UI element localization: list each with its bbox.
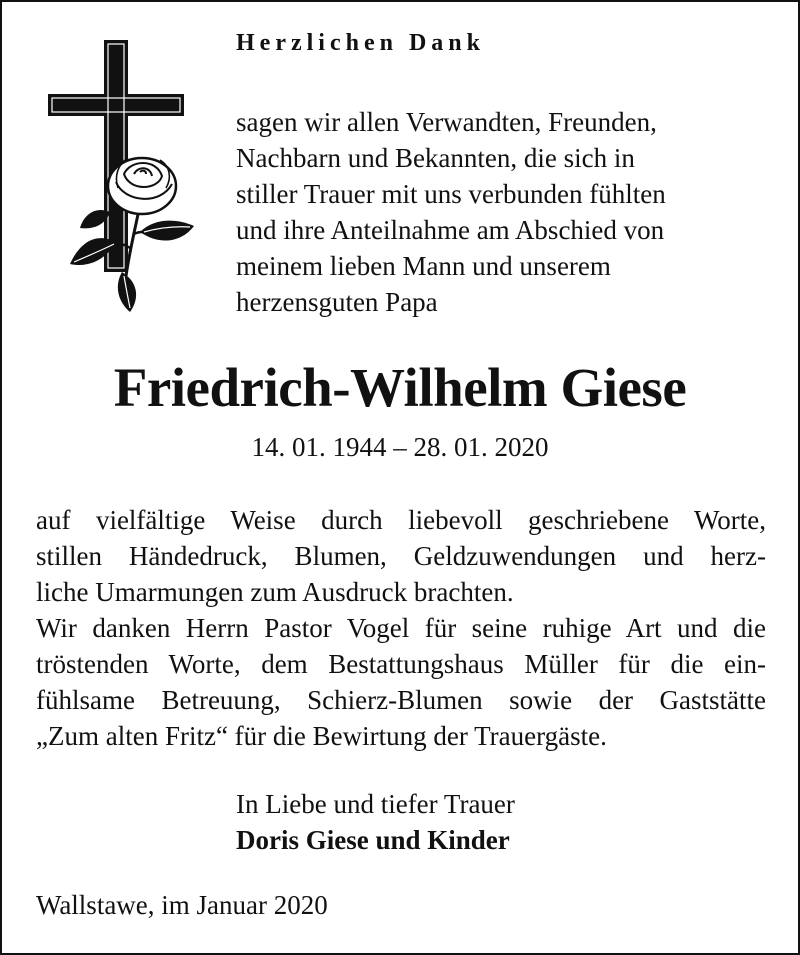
deceased-name: Friedrich-Wilhelm Giese — [113, 357, 687, 418]
intro-line: herzensguten Papa — [236, 287, 438, 317]
body-line: Wir danken Herrn Pastor Vogel für seine ruhige Art und die — [36, 613, 766, 643]
body-line: liche Umarmungen zum Ausdruck brachten. — [36, 577, 514, 607]
place-date: Wallstawe, im Januar 2020 — [36, 890, 328, 920]
intro-line: und ihre Anteilnahme am Abschied von — [236, 215, 665, 245]
closing-line: In Liebe und tiefer Trauer — [236, 789, 515, 819]
rose-icon — [70, 158, 194, 312]
life-dates: 14. 01. 1944 – 28. 01. 2020 — [251, 432, 549, 462]
body-line: fühlsame Betreuung, Schierz-Blumen sowie der Gaststätte — [36, 685, 766, 715]
body-line: stillen Händedruck, Blumen, Geldzuwendungen und herz- — [36, 541, 766, 571]
closing-block — [236, 786, 515, 858]
intro-line: sagen wir allen Verwandten, Freunden, — [236, 107, 657, 137]
cross-with-rose-icon — [44, 36, 204, 316]
notice-heading: Herzlichen Dank — [236, 30, 485, 56]
intro-paragraph — [236, 104, 776, 320]
intro-line: meinem lieben Mann und unserem — [236, 251, 611, 281]
signer-name: Doris Giese und Kinder — [236, 825, 510, 855]
intro-line: stiller Trauer mit uns verbunden fühlten — [236, 179, 666, 209]
body-line: „Zum alten Fritz“ für die Bewirtung der Trauergäste. — [36, 721, 607, 751]
body-paragraph — [36, 502, 766, 754]
body-line: auf vielfältige Weise durch liebevoll geschriebene Worte, — [36, 505, 766, 535]
intro-line: Nachbarn und Bekannten, die sich in — [236, 143, 635, 173]
body-line: tröstenden Worte, dem Bestattungshaus Müller für die ein- — [36, 649, 766, 679]
